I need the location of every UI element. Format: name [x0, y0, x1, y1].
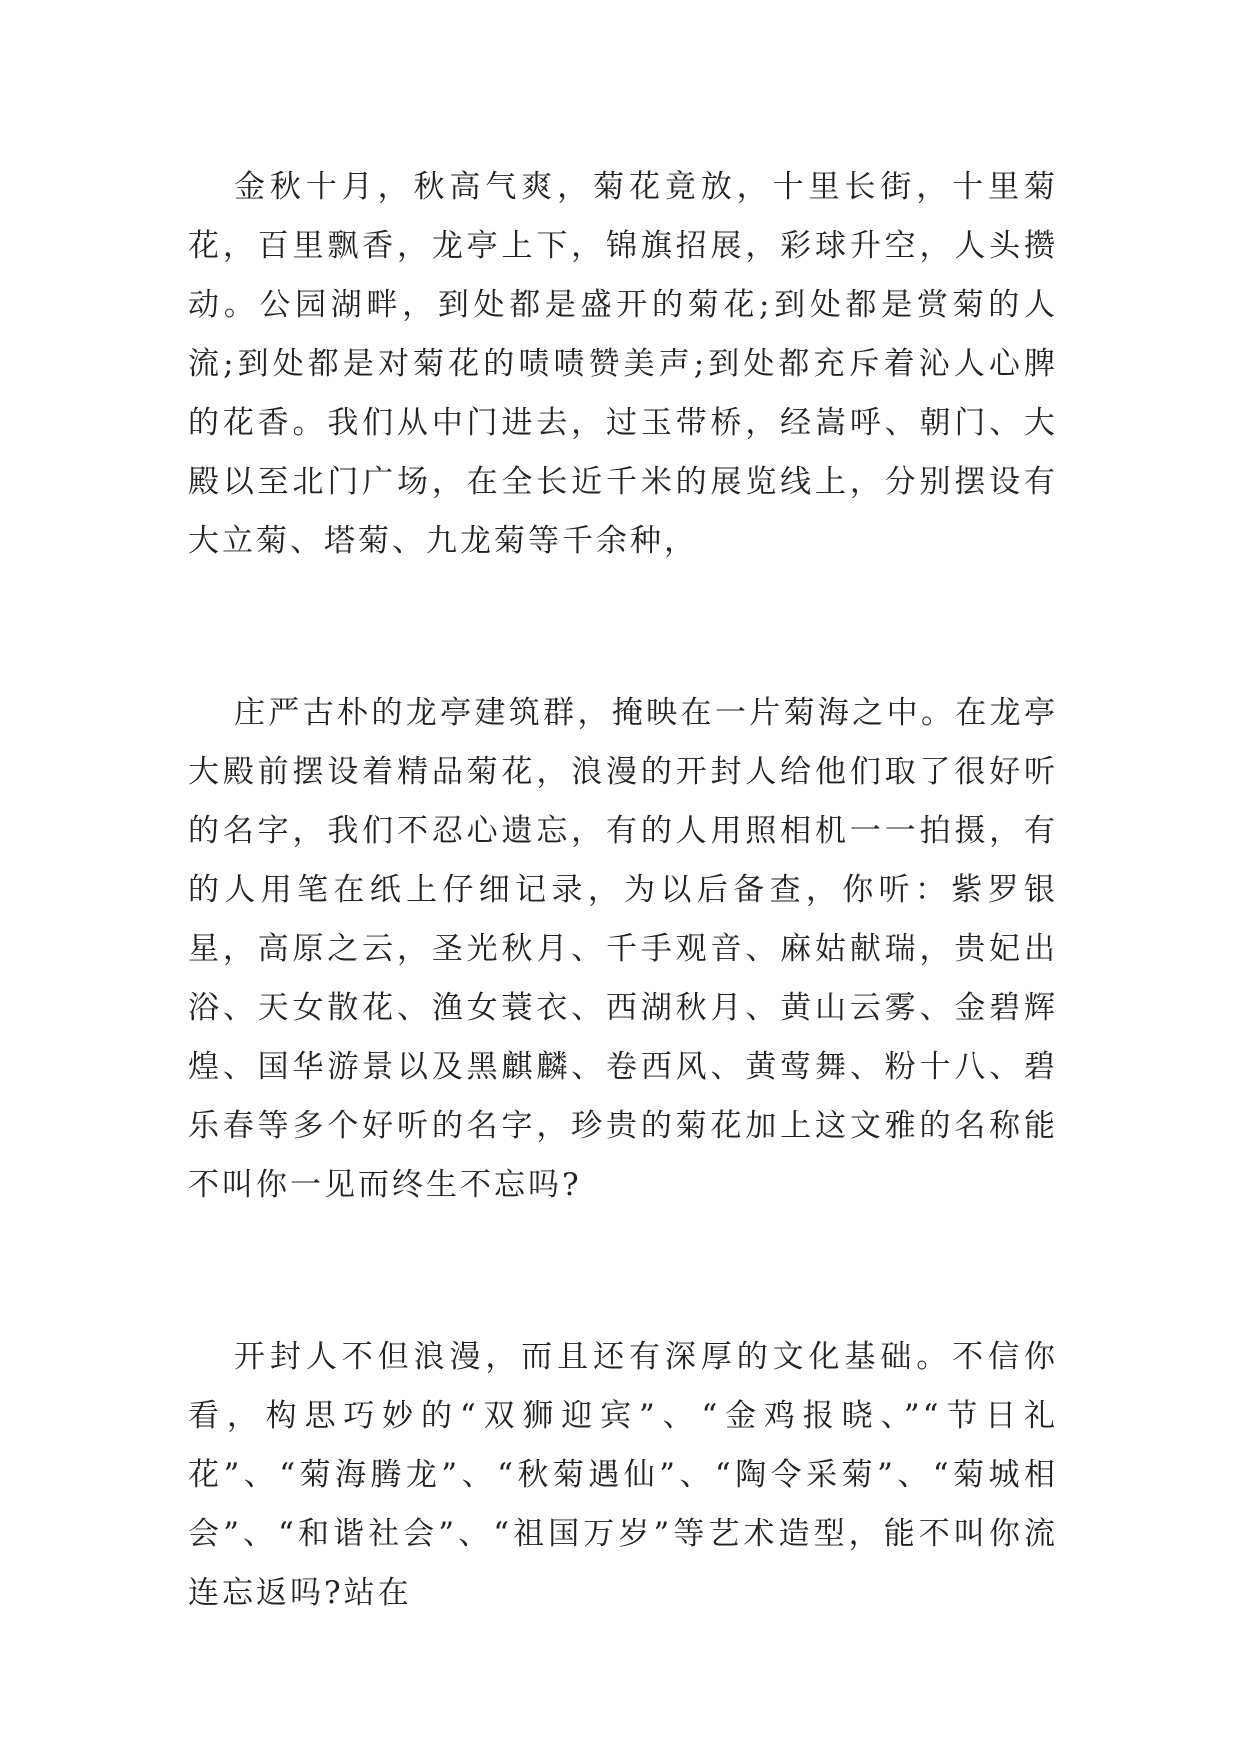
paragraph-1: 金秋十月，秋高气爽，菊花竟放，十里长街，十里菊花，百里飘香，龙亭上下，锦旗招展，彩球升空，人头攒动。公园湖畔，到处都是盛开的菊花;到处都是赏菊的人流;到处都是对菊花的啧啧赞美声;到处都充斥着沁人心脾的花香。我们从中门进去，过玉带桥，经嵩呼、朝门、大殿以至北门广场，在全长近千米的展览线上，分别摆设有大立菊、塔菊、九龙菊等千余种， — [188, 169, 1058, 559]
paragraph-2: 庄严古朴的龙亭建筑群，掩映在一片菊海之中。在龙亭大殿前摆设着精品菊花，浪漫的开封人给他们取了很好听的名字，我们不忍心遗忘，有的人用照相机一一拍摄，有的人用笔在纸上仔细记录，为以后备查，你听：紫罗银星，高原之云，圣光秋月、千手观音、麻姑献瑞，贵妃出浴、天女散花、渔女蓑衣、西湖秋月、黄山云雾、金碧辉煌、国华游景以及黑麒麟、卷西风、黄莺舞、粉十八、碧乐春等多个好听的名字，珍贵的菊花加上这文雅的名称能不叫你一见而终生不忘吗? — [188, 695, 1058, 1203]
paragraph-3: 开封人不但浪漫，而且还有深厚的文化基础。不信你看，构思巧妙的“双狮迎宾”、“金鸡报晓、”“节日礼花”、“菊海腾龙”、“秋菊遇仙”、“陶令采菊”、“菊城相会”、“和谐社会”、“祖国万岁”等艺术造型，能不叫你流连忘返吗?站在 — [188, 1339, 1058, 1611]
